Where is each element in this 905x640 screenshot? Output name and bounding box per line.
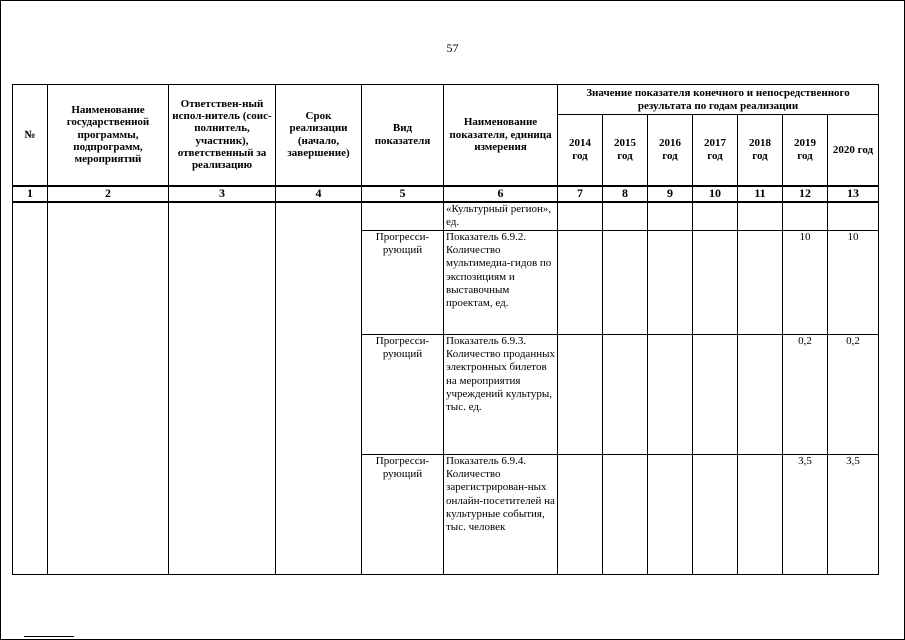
column-number: 13 [828, 186, 879, 202]
cell-value: 0,2 [828, 335, 879, 455]
table-row [13, 202, 879, 231]
footnote-rule [24, 636, 74, 637]
cell-value [783, 202, 828, 231]
header-year: 2019 год [783, 115, 828, 186]
cell-value [558, 335, 603, 455]
header-number: № [13, 85, 48, 186]
header-indicator-type: Вид показателя [362, 85, 444, 186]
indicator-table [12, 84, 879, 575]
cell-value [603, 335, 648, 455]
cell-indicator-name: Показатель 6.9.2. Количество мультимедиа-гидов по экспозициям и выставочным проектам, ед. [444, 231, 558, 335]
column-number: 12 [783, 186, 828, 202]
header-year: 2017 год [693, 115, 738, 186]
header-year: 2016 год [648, 115, 693, 186]
cell-value: 10 [828, 231, 879, 335]
header-year: 2014 год [558, 115, 603, 186]
cell-value [558, 455, 603, 575]
cell-value [648, 202, 693, 231]
cell-value [648, 231, 693, 335]
cell-indicator-type: Прогресси-рующий [362, 231, 444, 335]
column-number: 1 [13, 186, 48, 202]
header-year: 2015 год [603, 115, 648, 186]
cell-value [738, 455, 783, 575]
header-year: 2020 год [828, 115, 879, 186]
column-number: 11 [738, 186, 783, 202]
header-period: Срок реализации (начало, завершение) [276, 85, 362, 186]
column-number: 6 [444, 186, 558, 202]
cell-value: 3,5 [783, 455, 828, 575]
cell-number-empty [13, 202, 48, 575]
header-program-name: Наименование государственной программы, подпрограмм, мероприятий [48, 85, 169, 186]
cell-value: 3,5 [828, 455, 879, 575]
header-indicator-name: Наименование показателя, единица измерения [444, 85, 558, 186]
cell-indicator-name: Показатель 6.9.3. Количество проданных электронных билетов на мероприятия учреждений культуры, тыс. ед. [444, 335, 558, 455]
cell-program-empty [48, 202, 169, 575]
cell-responsible-empty [169, 202, 276, 575]
column-number: 8 [603, 186, 648, 202]
column-number: 5 [362, 186, 444, 202]
cell-indicator-type: Прогресси-рующий [362, 455, 444, 575]
cell-indicator-type [362, 202, 444, 231]
header-year: 2018 год [738, 115, 783, 186]
cell-indicator-type: Прогресси-рующий [362, 335, 444, 455]
cell-value: 10 [783, 231, 828, 335]
page-number: 57 [446, 41, 459, 55]
cell-value [648, 335, 693, 455]
cell-period-empty [276, 202, 362, 575]
cell-value [603, 455, 648, 575]
cell-value [693, 202, 738, 231]
cell-value [603, 231, 648, 335]
cell-value [693, 231, 738, 335]
cell-value [738, 231, 783, 335]
cell-value: 0,2 [783, 335, 828, 455]
cell-value [693, 335, 738, 455]
cell-value [828, 202, 879, 231]
cell-value [693, 455, 738, 575]
column-number: 10 [693, 186, 738, 202]
header-values-group: Значение показателя конечного и непосредственного результата по годам реализации [558, 85, 879, 115]
cell-value [648, 455, 693, 575]
cell-indicator-name: Показатель 6.9.4. Количество зарегистрирован-ных онлайн-посетителей на культурные события, тыс. человек [444, 455, 558, 575]
cell-value [738, 202, 783, 231]
cell-value [738, 335, 783, 455]
column-number: 7 [558, 186, 603, 202]
cell-value [603, 202, 648, 231]
cell-value [558, 202, 603, 231]
column-number: 2 [48, 186, 169, 202]
cell-indicator-name: «Культурный регион», ед. [444, 202, 558, 231]
column-number: 3 [169, 186, 276, 202]
header-responsible: Ответствен-ный испол-нитель (соис-полнитель, участник), ответственный за реализацию [169, 85, 276, 186]
cell-value [558, 231, 603, 335]
column-number: 4 [276, 186, 362, 202]
column-number: 9 [648, 186, 693, 202]
